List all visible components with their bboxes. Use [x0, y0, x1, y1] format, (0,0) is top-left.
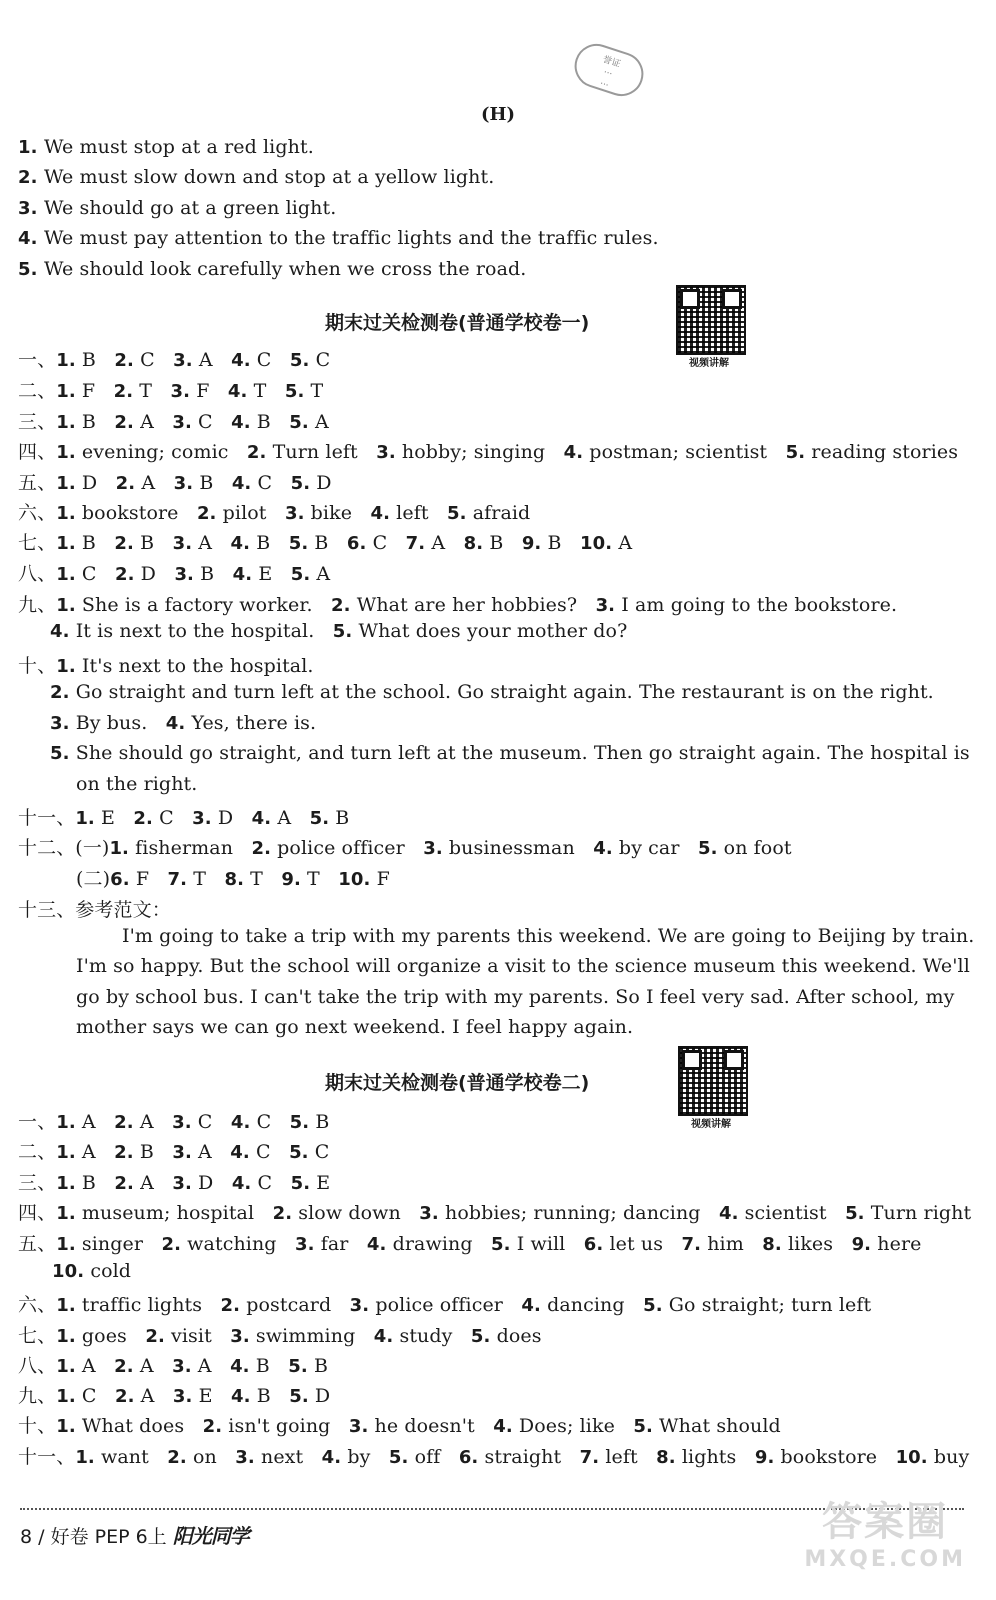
- test1-answer-line: I'm going to take a trip with my parents this weekend. We are going to Beijing by train.: [122, 925, 975, 947]
- test1-answer-line: 十一、1. E 2. C 3. D 4. A 5. B: [18, 807, 350, 829]
- test1-answer-line: 十二、(一)1. fisherman 2. police officer 3. businessman 4. by car 5. on foot: [18, 837, 792, 859]
- test1-answer-line: 4. It is next to the hospital. 5. What does your mother do?: [50, 620, 628, 642]
- test1-answer-line: go by school bus. I can't take the trip with my parents. So I feel very sad. After school, my: [76, 986, 955, 1008]
- brand-logo: 阳光同学: [172, 1524, 249, 1548]
- test1-answer-line: 一、1. B 2. C 3. A 4. C 5. C: [18, 349, 331, 371]
- test2-answer-line: 十、1. What does 2. isn't going 3. he doesn't 4. Does; like 5. What should: [18, 1415, 781, 1437]
- test2-qr-code[interactable]: [678, 1046, 748, 1116]
- book-title: 好卷 PEP 6上: [50, 1526, 167, 1548]
- section-h-line: 2. We must slow down and stop at a yellow light.: [18, 166, 495, 188]
- test2-answer-line: 八、1. A 2. A 3. A 4. B 5. B: [18, 1355, 329, 1377]
- section-h-line: 4. We must pay attention to the traffic lights and the traffic rules.: [18, 227, 659, 249]
- footer: [20, 1520, 249, 1549]
- test1-answer-line: 十三、参考范文：: [18, 899, 171, 921]
- section-h-title: (H): [480, 104, 516, 125]
- test1-answer-line: 3. By bus. 4. Yes, there is.: [50, 712, 317, 734]
- test2-answer-line: 一、1. A 2. A 3. C 4. C 5. B: [18, 1111, 330, 1133]
- section-h-line: 5. We should look carefully when we cross the road.: [18, 258, 527, 280]
- test2-qr-label: 视频讲解: [691, 1119, 731, 1130]
- test1-answer-line: (二)6. F 7. T 8. T 9. T 10. F: [76, 868, 390, 890]
- test2-answer-line: 十一、1. want 2. on 3. next 4. by 5. off 6. straight 7. left 8. lights 9. bookstore 10. buy: [18, 1446, 970, 1468]
- test1-answer-line: 八、1. C 2. D 3. B 4. E 5. A: [18, 563, 331, 585]
- test1-answer-line: 三、1. B 2. A 3. C 4. B 5. A: [18, 411, 329, 433]
- section-h-line: 1. We must stop at a red light.: [18, 136, 314, 158]
- test1-answer-line: 二、1. F 2. T 3. F 4. T 5. T: [18, 380, 324, 402]
- test1-answer-line: on the right.: [76, 773, 198, 795]
- test1-answer-line: 五、1. D 2. A 3. B 4. C 5. D: [18, 472, 332, 494]
- test1-title: 期末过关检测卷(普通学校卷一): [325, 312, 590, 334]
- test2-answer-line: 10. cold: [52, 1260, 132, 1282]
- test1-answer-line: 九、1. She is a factory worker. 2. What are her hobbies? 3. I am going to the bookstore.: [18, 594, 898, 616]
- test2-answer-line: 六、1. traffic lights 2. postcard 3. police officer 4. dancing 5. Go straight; turn left: [18, 1294, 872, 1316]
- test2-answer-line: 五、1. singer 2. watching 3. far 4. drawing 5. I will 6. let us 7. him 8. likes 9. here: [18, 1233, 922, 1255]
- test2-answer-line: 七、1. goes 2. visit 3. swimming 4. study 5. does: [18, 1325, 542, 1347]
- test1-answer-line: 十、1. It's next to the hospital.: [18, 655, 314, 677]
- test1-answer-line: 七、1. B 2. B 3. A 4. B 5. B 6. C 7. A 8. B 9. B 10. A: [18, 532, 633, 554]
- watermark-url: MXQE.COM: [804, 1547, 966, 1572]
- watermark-main: 答案圈: [822, 1499, 949, 1545]
- section-h-line: 3. We should go at a green light.: [18, 197, 337, 219]
- watermark: [804, 1490, 966, 1572]
- test1-answer-line: mother says we can go next weekend. I feel happy again.: [76, 1016, 634, 1038]
- page-number: 8: [20, 1526, 33, 1548]
- test1-answer-line: 2. Go straight and turn left at the school. Go straight again. The restaurant is on the right.: [50, 681, 934, 703]
- test2-answer-line: 二、1. A 2. B 3. A 4. C 5. C: [18, 1141, 330, 1163]
- test1-answer-line: 四、1. evening; comic 2. Turn left 3. hobby; singing 4. postman; scientist 5. reading stories: [18, 441, 959, 463]
- test2-answer-line: 四、1. museum; hospital 2. slow down 3. hobbies; running; dancing 4. scientist 5. Turn right: [18, 1202, 972, 1224]
- test2-answer-line: 三、1. B 2. A 3. D 4. C 5. E: [18, 1172, 331, 1194]
- test1-answer-line: 六、1. bookstore 2. pilot 3. bike 4. left 5. afraid: [18, 502, 531, 524]
- test1-answer-line: 5. She should go straight, and turn left at the museum. Then go straight again. The hospital is: [50, 742, 970, 764]
- stamp-seal: 誉证 ··· ···: [569, 38, 649, 101]
- test2-answer-line: 九、1. C 2. A 3. E 4. B 5. D: [18, 1385, 331, 1407]
- test1-qr-code[interactable]: [676, 285, 746, 355]
- test2-title: 期末过关检测卷(普通学校卷二): [325, 1072, 590, 1094]
- footer-separator: /: [38, 1526, 45, 1548]
- test1-answer-line: I'm so happy. But the school will organize a visit to the science museum this weekend. We'll: [76, 955, 970, 977]
- test1-qr-label: 视频讲解: [689, 358, 729, 369]
